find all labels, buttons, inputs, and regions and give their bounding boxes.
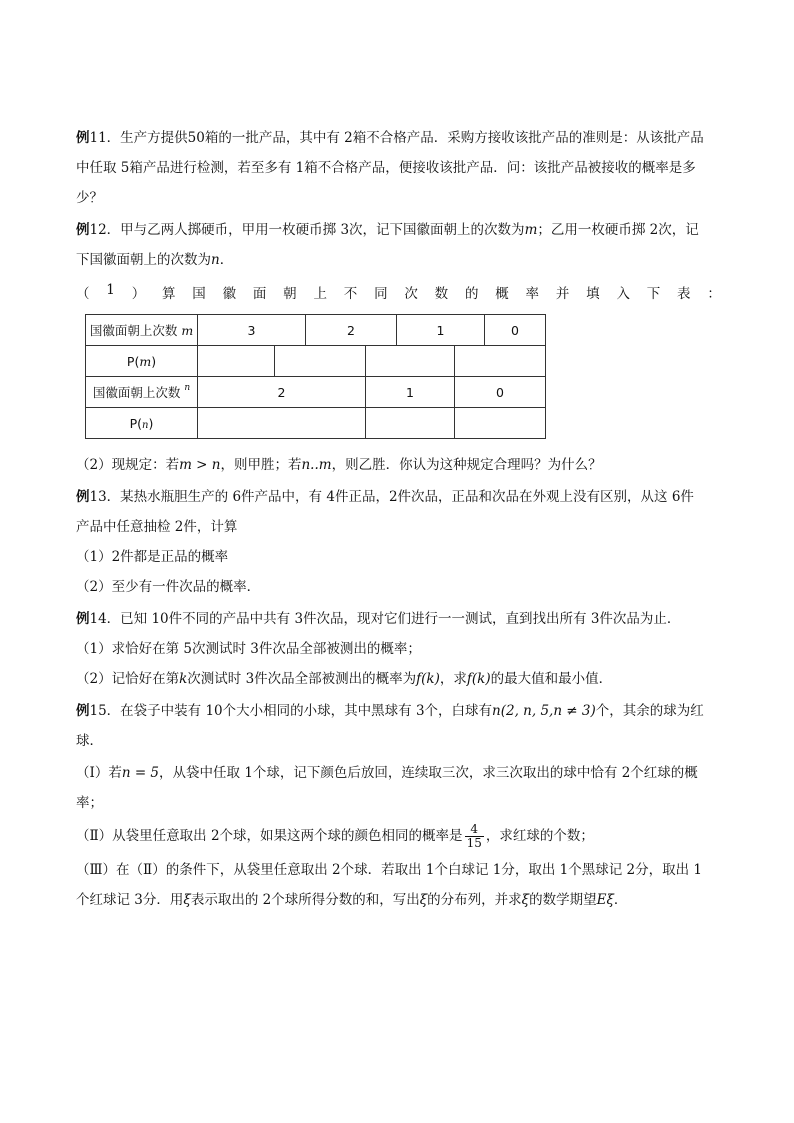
probability-table (85, 314, 546, 439)
ex15-line1: 例15．在袋子中装有 10个大小相同的小球，其中黑球有 3个，白球有n(2, n, 5,n ≠ 3)个，其余的球为红 (76, 703, 704, 719)
ex14-line1: 例14．已知 10件不同的产品中共有 3件次品，现对它们进行一一测试，直到找出所有 3件次品为止． (76, 611, 681, 627)
pm-blank-cell (366, 346, 455, 377)
ex12-q2: （2）现规定：若m > n，则甲胜；若n..m，则乙胜．你认为这种规定合理吗？为什么？ (76, 457, 602, 473)
ex15-q3-line2: 个红球记 3分．用ξ表示取出的 2个球所得分数的和，写出ξ的分布列，并求ξ的数学期望Eξ． (76, 892, 628, 908)
ex14-q2: （2）记恰好在第k次测试时 3件次品全部被测出的概率为f(k)，求f(k)的最大值和最小值． (76, 671, 613, 687)
ex14-q1: （1）求恰好在第 5次测试时 3件次品全部被测出的概率； (76, 641, 421, 657)
table-row-pm (86, 346, 546, 377)
table-row-n (86, 377, 546, 408)
ex12-q1: （ 1 ） 算 国 徽 面 朝 上 不 同 次 数 的 概 率 并 填 入 下 表 ： (76, 282, 721, 302)
pm-header-cell: P(m) (86, 346, 198, 377)
n-value-cell: 0 (455, 377, 546, 408)
pm-blank-cell (275, 346, 366, 377)
m-value-cell: 1 (397, 315, 485, 346)
pm-blank-cell (198, 346, 275, 377)
ex15-q1-cont: 率； (76, 795, 103, 811)
ex11-line3: 少？ (76, 190, 103, 206)
ex15-q2: （Ⅱ）从袋里任意取出 2个球，如果这两个球的颜色相同的概率是 $\frac{4}{15}$ ，求红球的个数； (76, 822, 594, 850)
ex15-label: 例 (76, 703, 90, 719)
ex12-line2: 下国徽面朝上的次数为n． (76, 252, 234, 268)
table-row-pn (86, 408, 546, 439)
ex11-line1: 例11．生产方提供50箱的一批产品，其中有 2箱不合格产品．采购方接收该批产品的准则是：从该批产品 (76, 130, 704, 146)
ex12-line1: 例12．甲与乙两人掷硬币，甲用一枚硬币掷 3次，记下国徽面朝上的次数为m；乙用一枚硬币掷 2次，记 (76, 222, 699, 238)
m-value-cell: 2 (306, 315, 397, 346)
ex12-label: 例 (76, 222, 90, 238)
fraction-4-15: $\frac{4}{15}$ (466, 822, 482, 850)
m-value-cell: 3 (198, 315, 306, 346)
n-value-cell: 1 (366, 377, 455, 408)
pm-blank-cell (455, 346, 546, 377)
m-header-cell: 国徽面朝上次数 m (86, 315, 198, 346)
pn-blank-cell (455, 408, 546, 439)
ex13-q1: （1）2件都是正品的概率 (76, 549, 229, 565)
ex15-q3-line1: （Ⅲ）在（Ⅱ）的条件下，从袋里任意取出 2个球．若取出 1个白球记 1分，取出 1个黑球记 2分，取出 1 (76, 862, 702, 878)
n-value-cell: 2 (198, 377, 366, 408)
pn-blank-cell (366, 408, 455, 439)
ex13-line1: 例13．某热水瓶胆生产的 6件产品中，有 4件正品，2件次品，正品和次品在外观上没有区别，从这 6件 (76, 489, 694, 505)
ex11-label: 例 (76, 130, 90, 146)
ex11-line2: 中任取 5箱产品进行检测，若至多有 1箱不合格产品，便接收该批产品．问：该批产品被接收的概率是多 (76, 160, 696, 176)
pn-header-cell: P(n) (86, 408, 198, 439)
ex13-q2: （2）至少有一件次品的概率． (76, 579, 261, 595)
n-header-cell: 国徽面朝上次数 $^n$ (86, 377, 198, 408)
ex13-line2: 产品中任意抽检 2件，计算 (76, 519, 238, 535)
table-row-m (86, 315, 546, 346)
ex13-label: 例 (76, 489, 90, 505)
ex15-line2: 球． (76, 733, 103, 749)
pn-blank-cell (198, 408, 366, 439)
ex14-label: 例 (76, 611, 90, 627)
ex15-q1: （Ⅰ）若n = 5，从袋中任取 1个球，记下颜色后放回，连续取三次，求三次取出的球中恰有 2个红球的概 (76, 765, 698, 781)
m-value-cell: 0 (485, 315, 546, 346)
document-body (76, 126, 721, 912)
